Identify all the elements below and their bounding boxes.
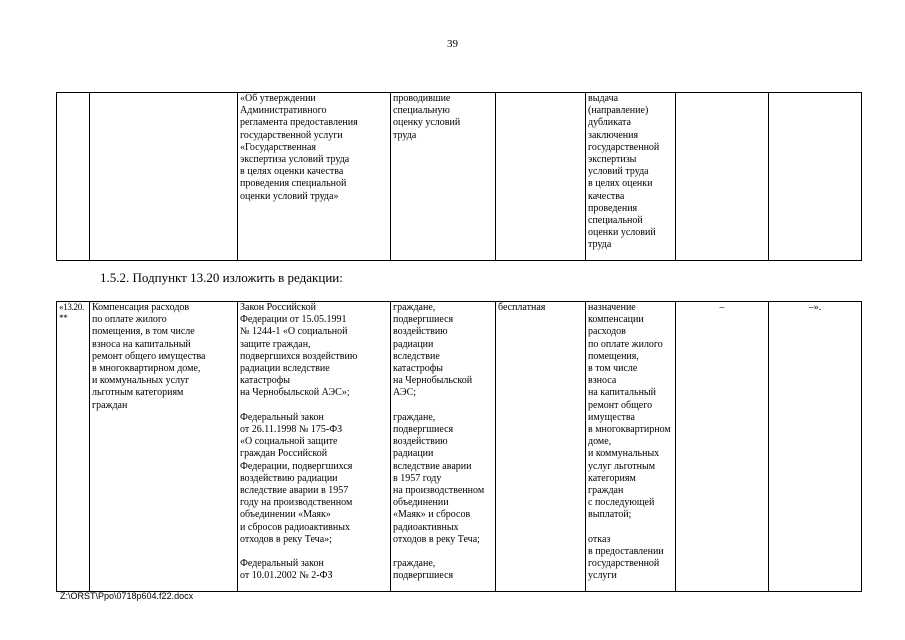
cell-result: назначение компенсации расходов по оплате жилого помещения, в том числе взноса на капитальный ремонт общего имущества в многоквартирном доме, и коммунальных услуг льготным категориям граждан с последующей выплатой; отказ в предоставлении государственной услуги — [586, 302, 676, 592]
cell-cost — [496, 93, 586, 261]
cell-service-name: Компенсация расходов по оплате жилого помещения, в том числе взноса на капитальный ремонт общего имущества в многоквартирном доме, и коммунальных услуг льготным категориям граждан — [90, 302, 238, 592]
subheading: 1.5.2. Подпункт 13.20 изложить в редакции: — [100, 270, 343, 285]
cell-legal-basis: Закон Российской Федерации от 15.05.1991 № 1244-1 «О социальной защите граждан, подвергшихся воздействию радиации вследствие катастрофы на Чернобыльской АЭС»; Федеральный закон от 26.11.1998 № 175-ФЗ «О социальной защите граждан Российской Федерации, подвергшихся воздействию радиации вследствие аварии в 1957 году на производственном объединении «Маяк» и сбросов радиоактивных отходов в реку Теча»; Федеральный закон от 10.01.2002 № 2-ФЗ — [238, 302, 391, 592]
table-row — [57, 93, 862, 261]
cell-service-name — [90, 93, 238, 261]
cell-col7: – — [676, 302, 769, 592]
cell-result: выдача (направление) дубликата заключения государственной экспертизы условий труда в целях оценки качества проведения специальной оценки условий труда — [586, 93, 676, 261]
cell-applicants: проводившие специальную оценку условий труда — [391, 93, 496, 261]
table-row — [57, 302, 862, 592]
cell-col7 — [676, 93, 769, 261]
cell-number: «13.20. ** — [57, 302, 90, 592]
page-number: 39 — [447, 38, 458, 50]
cell-cost: бесплатная — [496, 302, 586, 592]
cell-applicants: граждане, подвергшиеся воздействию радиации вследствие катастрофы на Чернобыльской АЭС; граждане, подвергшиеся воздействию радиации вследствие аварии в 1957 году на производственном объединении «Маяк» и сбросов радиоактивных отходов в реку Теча; граждане, подвергшиеся — [391, 302, 496, 592]
file-path-footer: Z:\ORST\Ppo\0718p604.f22.docx — [60, 591, 194, 601]
cell-col8: –». — [769, 302, 862, 592]
cell-number — [57, 93, 90, 261]
regulation-table-continued — [56, 92, 862, 261]
cell-col8 — [769, 93, 862, 261]
cell-legal-basis: «Об утверждении Административного регламента предоставления государственной услуги «Государственная экспертиза условий труда в целях оценки качества проведения специальной оценки условий труда» — [238, 93, 391, 261]
regulation-table — [56, 301, 862, 592]
